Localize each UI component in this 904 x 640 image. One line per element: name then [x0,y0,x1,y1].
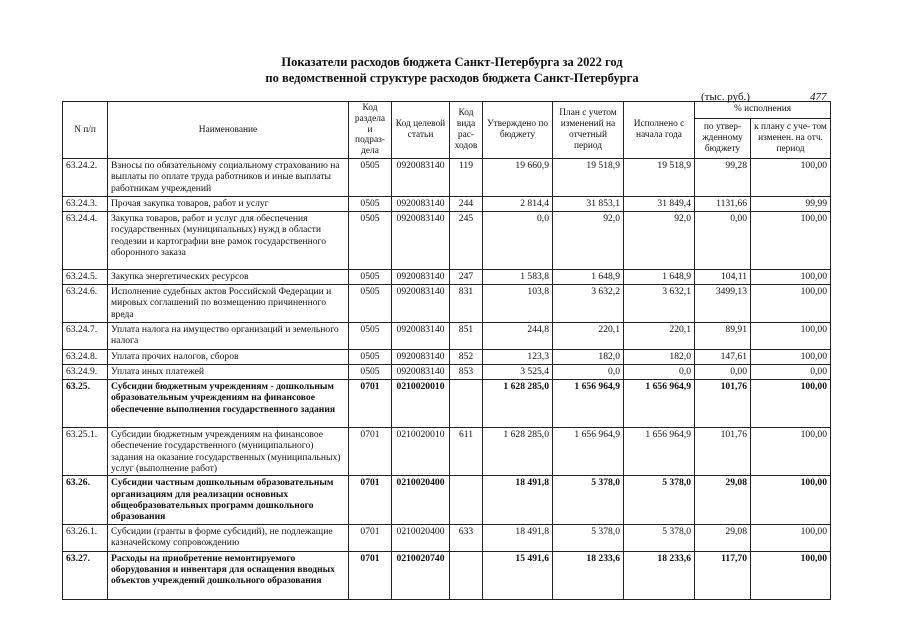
row-name: Уплата налога на имущество организаций и земельного налога [108,323,349,350]
row-executed: 1 656 964,9 [624,428,695,476]
table-row [63,551,831,599]
row-name: Прочая закупка товаров, работ и услуг [108,197,349,212]
units-label: (тыс. руб.) [701,91,750,103]
row-num: 63.24.3. [63,197,108,212]
col-header-plan: План с учетом изменений на отчетный период [553,102,624,159]
row-kind-code [450,551,483,599]
row-approved: 3 525,4 [483,365,553,380]
row-kind-code: 247 [450,270,483,285]
row-plan: 220,1 [553,323,624,350]
row-pct-plan: 100,00 [751,476,831,524]
row-name: Субсидии частным дошкольным образовательным организациям для реализации основных общеобразовательных программ дошкольного образования [108,476,349,524]
row-kind-code [450,380,483,428]
row-name: Субсидии бюджетным учреждениям на финансовое обеспечение государственного (муниципального) задания на оказание государственных (муниципальных) услуг (выполнение работ) [108,428,349,476]
table-row [63,380,831,428]
row-section-code: 0701 [349,428,392,476]
row-section-code: 0505 [349,365,392,380]
col-header-kind: Код вида рас- ходов [450,102,483,159]
row-pct-approved: 117,70 [695,551,751,599]
row-section-code: 0505 [349,350,392,365]
row-name: Взносы по обязательному социальному страхованию на выплаты по оплате труда работников и иные выплаты работникам учреждений [108,159,349,197]
row-name: Уплата прочих налогов, сборов [108,350,349,365]
row-name: Уплата иных платежей [108,365,349,380]
row-num: 63.24.8. [63,350,108,365]
table-row [63,524,831,551]
row-section-code: 0505 [349,285,392,323]
row-plan: 3 632,2 [553,285,624,323]
row-pct-approved: 99,28 [695,159,751,197]
row-plan: 92,0 [553,212,624,270]
row-num: 63.25. [63,380,108,428]
budget-table [62,101,831,600]
col-header-executed: Исполнено с начала года [624,102,695,159]
row-pct-plan: 99,99 [751,197,831,212]
row-pct-approved: 0,00 [695,212,751,270]
row-executed: 18 233,6 [624,551,695,599]
row-executed: 3 632,1 [624,285,695,323]
row-executed: 1 648,9 [624,270,695,285]
col-header-name: Наименование [108,102,349,159]
row-executed: 31 849,4 [624,197,695,212]
row-pct-approved: 0,00 [695,365,751,380]
row-pct-plan: 100,00 [751,285,831,323]
row-pct-approved: 147,61 [695,350,751,365]
row-kind-code: 851 [450,323,483,350]
row-target-code: 0210020400 [392,476,450,524]
row-approved: 2 814,4 [483,197,553,212]
row-approved: 123,3 [483,350,553,365]
row-kind-code: 853 [450,365,483,380]
row-pct-plan: 100,00 [751,428,831,476]
col-header-pct-group: % исполнения [695,102,831,119]
row-target-code: 0210020010 [392,380,450,428]
row-target-code: 0920083140 [392,159,450,197]
row-executed: 19 518,9 [624,159,695,197]
col-header-num: N п/п [63,102,108,159]
row-name: Субсидии (гранты в форме субсидий), не подлежащие казначейскому сопровождению [108,524,349,551]
row-pct-approved: 101,76 [695,380,751,428]
row-approved: 15 491,6 [483,551,553,599]
row-section-code: 0701 [349,476,392,524]
col-header-approved: Утверждено по бюджету [483,102,553,159]
row-section-code: 0505 [349,159,392,197]
col-header-pct-approved: по утвер- жденному бюджету [695,118,751,158]
row-kind-code: 852 [450,350,483,365]
row-pct-plan: 100,00 [751,323,831,350]
col-header-target: Код целевой статьи [392,102,450,159]
row-pct-plan: 100,00 [751,551,831,599]
row-pct-approved: 104,11 [695,270,751,285]
row-num: 63.27. [63,551,108,599]
row-plan: 1 656 964,9 [553,380,624,428]
row-num: 63.26.1. [63,524,108,551]
row-approved: 103,8 [483,285,553,323]
row-num: 63.26. [63,476,108,524]
row-pct-plan: 100,00 [751,159,831,197]
row-approved: 244,8 [483,323,553,350]
row-section-code: 0505 [349,197,392,212]
row-approved: 1 583,8 [483,270,553,285]
row-plan: 5 378,0 [553,476,624,524]
row-pct-plan: 0,00 [751,365,831,380]
row-target-code: 0210020740 [392,551,450,599]
table-row [63,285,831,323]
row-pct-plan: 100,00 [751,270,831,285]
row-kind-code: 611 [450,428,483,476]
row-plan: 1 648,9 [553,270,624,285]
row-section-code: 0701 [349,551,392,599]
row-pct-approved: 3499,13 [695,285,751,323]
row-name: Расходы на приобретение немонтируемого оборудования и инвентаря для оснащения вводных объектов учреждений дошкольного образования [108,551,349,599]
row-plan: 19 518,9 [553,159,624,197]
row-num: 63.25.1. [63,428,108,476]
row-section-code: 0505 [349,270,392,285]
row-pct-approved: 29,08 [695,476,751,524]
report-subtitle: по ведомственной структуре расходов бюджета Санкт-Петербурга [265,71,639,85]
row-plan: 182,0 [553,350,624,365]
row-pct-approved: 1131,66 [695,197,751,212]
row-name: Закупка товаров, работ и услуг для обеспечения государственных (муниципальных) нужд в области геодезии и картографии вне рамок государственного оборонного заказа [108,212,349,270]
row-target-code: 0210020400 [392,524,450,551]
row-executed: 220,1 [624,323,695,350]
row-pct-approved: 101,76 [695,428,751,476]
table-row [63,350,831,365]
row-pct-approved: 29,08 [695,524,751,551]
row-name: Закупка энергетических ресурсов [108,270,349,285]
row-num: 63.24.4. [63,212,108,270]
row-target-code: 0920083140 [392,350,450,365]
table-row [63,197,831,212]
table-row [63,476,831,524]
row-plan: 0,0 [553,365,624,380]
row-pct-plan: 100,00 [751,212,831,270]
row-target-code: 0920083140 [392,323,450,350]
row-kind-code: 244 [450,197,483,212]
row-kind-code: 633 [450,524,483,551]
row-num: 63.24.9. [63,365,108,380]
row-approved: 0,0 [483,212,553,270]
row-executed: 5 378,0 [624,524,695,551]
row-num: 63.24.5. [63,270,108,285]
row-approved: 19 660,9 [483,159,553,197]
row-approved: 1 628 285,0 [483,428,553,476]
row-executed: 1 656 964,9 [624,380,695,428]
row-plan: 18 233,6 [553,551,624,599]
table-row [63,212,831,270]
row-pct-approved: 89,91 [695,323,751,350]
row-section-code: 0505 [349,212,392,270]
row-executed: 92,0 [624,212,695,270]
row-section-code: 0505 [349,323,392,350]
page-number: 477 [810,91,827,103]
row-plan: 1 656 964,9 [553,428,624,476]
row-approved: 18 491,8 [483,476,553,524]
row-approved: 18 491,8 [483,524,553,551]
row-kind-code: 831 [450,285,483,323]
col-header-pct-plan: к плану с уче- том изменен. на отч. период [751,118,831,158]
row-executed: 0,0 [624,365,695,380]
row-pct-plan: 100,00 [751,524,831,551]
row-section-code: 0701 [349,524,392,551]
table-row [63,159,831,197]
row-target-code: 0920083140 [392,365,450,380]
row-num: 63.24.2. [63,159,108,197]
row-kind-code: 245 [450,212,483,270]
row-approved: 1 628 285,0 [483,380,553,428]
row-name: Исполнение судебных актов Российской Федерации и мировых соглашений по возмещению причиненного вреда [108,285,349,323]
row-pct-plan: 100,00 [751,350,831,365]
row-plan: 31 853,1 [553,197,624,212]
row-num: 63.24.7. [63,323,108,350]
table-row [63,365,831,380]
row-target-code: 0920083140 [392,285,450,323]
row-plan: 5 378,0 [553,524,624,551]
table-row [63,323,831,350]
row-num: 63.24.6. [63,285,108,323]
row-pct-plan: 100,00 [751,380,831,428]
row-target-code: 0920083140 [392,212,450,270]
row-name: Субсидии бюджетным учреждениям - дошкольным образовательным учреждениям на финансовое обеспечение выполнения государственного задания [108,380,349,428]
table-row [63,428,831,476]
report-title: Показатели расходов бюджета Санкт-Петербурга за 2022 год [281,55,623,69]
col-header-section: Код раздела и подраз- дела [349,102,392,159]
row-target-code: 0920083140 [392,270,450,285]
row-executed: 5 378,0 [624,476,695,524]
row-kind-code: 119 [450,159,483,197]
row-executed: 182,0 [624,350,695,365]
row-target-code: 0920083140 [392,197,450,212]
row-kind-code [450,476,483,524]
table-row [63,270,831,285]
row-target-code: 0210020010 [392,428,450,476]
row-section-code: 0701 [349,380,392,428]
